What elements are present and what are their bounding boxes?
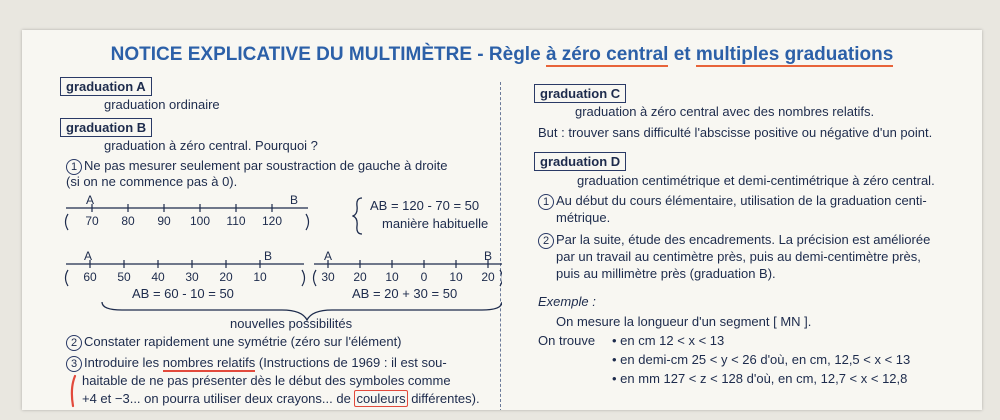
d-point-2 [538,232,930,249]
graduation-b-desc: graduation à zéro central. Pourquoi ? [104,138,318,153]
point-3-line3 [82,391,480,406]
brace-1 [352,196,366,236]
point-1-line2: (si on ne commence pas à 0). [66,174,238,189]
graduation-b-box: graduation B [60,118,152,137]
ruler-2-point-a: A [84,250,93,263]
ruler-1-label: 90 [157,214,171,228]
graduation-a-box: graduation A [60,77,152,96]
point-2 [66,334,402,351]
page-title [22,44,982,66]
example-trouve: On trouve [538,333,596,348]
point-1-line1: Ne pas mesurer seulement par soustraction de gauche à droite [84,158,448,173]
notice-sheet [22,30,982,410]
d-point-1-number: 1 [538,194,554,210]
point-2-text: Constater rapidement une symétrie (zéro sur l'élément) [84,334,402,349]
graduation-c-goal: But : trouver sans difficulté l'abscisse positive ou négative d'un point. [538,125,933,140]
ruler-3-point-a: A [324,250,333,263]
d-point-1-line2: métrique. [556,210,611,225]
point-3-line2: haitable de ne pas présenter dès le début des symboles comme [82,373,451,388]
ruler-3-label: 20 [481,270,495,284]
ruler-2-label: 60 [83,270,97,284]
ruler-2-point-b: B [264,250,273,263]
d-point-2-line2: par un travail au centimètre près, puis au demi-centimètre près, [556,249,921,264]
brace-label: nouvelles possibilités [230,316,353,331]
d-point-2-number: 2 [538,233,554,249]
column-divider [500,82,501,410]
ruler-2-equation: AB = 60 - 10 = 50 [132,286,234,301]
point-3-number: 3 [66,356,82,372]
ruler-1-point-a: A [86,194,95,207]
ruler-1-label: 100 [189,214,211,228]
d-point-1-line1: Au début du cours élémentaire, utilisation de la graduation centi- [556,193,927,208]
ruler-3-label: 10 [385,270,399,284]
point-2-number: 2 [66,335,82,351]
title-part1: NOTICE EXPLICATIVE DU MULTIMÈTRE [110,44,473,65]
ruler-3-label: 30 [321,270,335,284]
point-1-number: 1 [66,159,82,175]
title-dash: - Règle [472,44,546,65]
ruler-2-label: 30 [185,270,199,284]
ruler-1-label: 70 [85,214,99,228]
graduation-d-desc: graduation centimétrique et demi-centimétrique à zéro central. [577,173,935,188]
point-1 [66,158,447,175]
example-row-2: • en demi-cm 25 < y < 26 d'où, en cm, 12,5 < x < 13 [612,352,911,367]
point-3-line3-post: différentes). [407,391,480,406]
ruler-3-label: 10 [449,270,463,284]
example-intro: On mesure la longueur d'un segment [ MN ]. [556,314,812,329]
ruler-1-point-b: B [290,194,299,207]
point-3-line3-pre: +4 et −3... on pourra utiliser deux crayons... de [82,391,355,406]
ruler-2-label: 20 [219,270,233,284]
d-point-2-line3: puis au millimètre près (graduation B). [556,266,776,281]
ruler-3-equation: AB = 20 + 30 = 50 [352,286,458,301]
example-row-1: • en cm 12 < x < 13 [612,333,725,348]
example-label: Exemple : [538,294,596,309]
red-margin-mark [68,374,78,408]
ruler-1-label: 110 [226,214,246,228]
title-and: et [668,44,696,65]
ruler-3-label: 20 [353,270,367,284]
example-row-3: • en mm 127 < z < 128 d'où, en cm, 12,7 < x < 12,8 [612,371,908,386]
point-3 [66,355,447,372]
couleurs-highlight: couleurs [356,391,406,406]
d-point-2-line1: Par la suite, étude des encadrements. La précision est améliorée [556,232,931,247]
ruler-1-equation: AB = 120 - 70 = 50 [370,198,480,213]
ruler-2-label: 50 [117,270,131,284]
point-3-post: (Instructions de 1969 : il est sou- [255,355,447,370]
ruler-1-label: 120 [261,214,283,228]
ruler-1 [62,194,312,240]
graduation-d-box: graduation D [534,152,626,171]
nombres-relatifs-highlight: nombres relatifs [162,355,256,370]
graduation-c-box: graduation C [534,84,626,103]
ruler-1-note: manière habituelle [382,216,489,231]
ruler-1-label: 80 [121,214,135,228]
title-multiples: multiples graduations [695,44,894,65]
d-point-1 [538,193,927,210]
title-zero-central: à zéro central [545,44,669,65]
ruler-2-label: 40 [151,270,165,284]
point-3-pre: Introduire les [84,355,163,370]
ruler-3-point-b: B [484,250,493,263]
ruler-3-label: 0 [420,270,428,284]
graduation-c-desc: graduation à zéro central avec des nombres relatifs. [575,104,875,119]
ruler-2-label: 10 [253,270,267,284]
graduation-a-desc: graduation ordinaire [104,97,220,112]
